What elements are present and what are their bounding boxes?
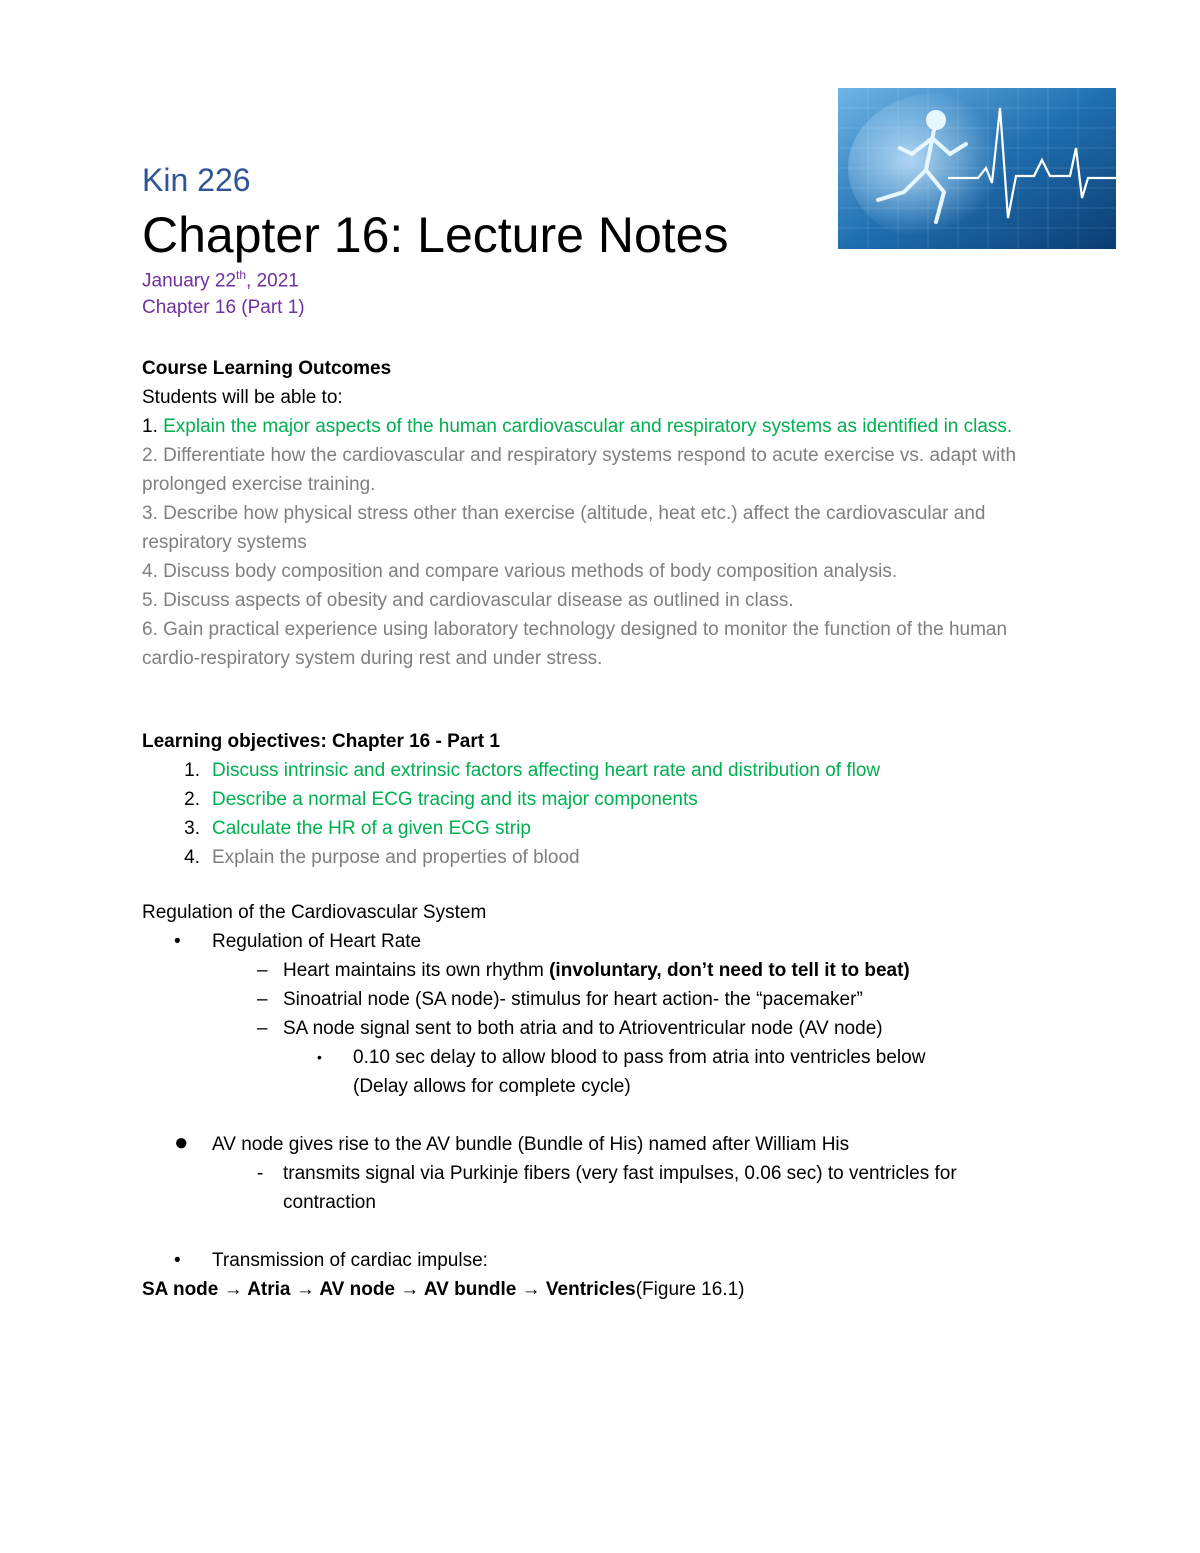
objective-number: 3.	[184, 818, 200, 839]
course-outcomes	[142, 354, 1062, 673]
list-item-text: Heart maintains its own rhythm	[283, 960, 544, 981]
impulse-flow-path: SA node → Atria → AV node → AV bundle → Ventricles	[142, 1279, 636, 1300]
outcome-text: Gain practical experience using laboratory technology designed to monitor the function of the human cardio-respiratory system during rest and under stress.	[142, 619, 1008, 669]
outcome-item	[142, 615, 1062, 673]
list-item-text: Regulation of Heart Rate	[212, 931, 422, 952]
outcome-number: 4.	[142, 561, 158, 582]
list-item-text: Sinoatrial node (SA node)- stimulus for heart action- the “pacemaker”	[283, 989, 863, 1010]
dash-icon: –	[257, 1018, 268, 1039]
list-item-text: AV node gives rise to the AV bundle (Bundle of His) named after William His	[212, 1134, 850, 1155]
outcome-item	[142, 441, 1062, 499]
outcome-number: 5.	[142, 590, 158, 611]
hero-illustration	[838, 88, 1116, 249]
outcomes-intro: Students will be able to:	[142, 387, 343, 408]
objectives-heading: Learning objectives: Chapter 16 - Part 1	[142, 731, 500, 752]
list-item-emphasis: (involuntary, don’t need to tell it to beat)	[549, 960, 910, 981]
date-suffix: th	[236, 268, 247, 282]
date-main: January 22	[142, 270, 237, 292]
impulse-flow	[142, 1275, 1082, 1304]
list-item-text: SA node signal sent to both atria and to Atrioventricular node (AV node)	[283, 1018, 883, 1039]
list-item	[142, 1246, 1082, 1275]
objective-text: Explain the purpose and properties of blood	[212, 847, 580, 868]
list-item	[142, 927, 1082, 956]
objective-text: Calculate the HR of a given ECG strip	[212, 818, 531, 839]
bullet-icon: •	[174, 1250, 181, 1271]
objective-number: 2.	[184, 789, 200, 810]
outcomes-heading: Course Learning Outcomes	[142, 358, 392, 379]
outcome-number: 3.	[142, 503, 158, 524]
outcome-text: Differentiate how the cardiovascular and respiratory systems respond to acute exercise vs. adapt with prolonged exercise training.	[142, 445, 1017, 495]
list-item-continuation: contraction	[283, 1192, 376, 1213]
spacer	[142, 1217, 1082, 1246]
list-item-continuation: (Delay allows for complete cycle)	[353, 1076, 631, 1097]
list-item	[142, 1014, 1082, 1043]
outcome-item	[142, 412, 1062, 441]
impulse-flow-ref: (Figure 16.1)	[635, 1279, 745, 1300]
bullet-icon: •	[174, 931, 181, 952]
date-year: , 2021	[246, 270, 299, 292]
list-item	[142, 1043, 1082, 1072]
regulation-heading: Regulation of the Cardiovascular System	[142, 902, 487, 923]
outcome-item	[142, 586, 1062, 615]
outcome-text: Discuss aspects of obesity and cardiovascular disease as outlined in class.	[157, 590, 794, 611]
objective-item	[142, 814, 1062, 843]
spacer	[142, 1101, 1082, 1130]
objective-item	[142, 756, 1062, 785]
objective-item	[142, 785, 1062, 814]
list-item-text: transmits signal via Purkinje fibers (very fast impulses, 0.06 sec) to ventricles for	[283, 1163, 957, 1184]
list-item	[142, 985, 1082, 1014]
outcome-number: 1.	[142, 416, 158, 437]
outcome-item	[142, 557, 1062, 586]
objective-text: Discuss intrinsic and extrinsic factors affecting heart rate and distribution of flow	[212, 760, 881, 781]
list-item	[142, 956, 1082, 985]
course-code: Kin 226	[142, 162, 251, 198]
objective-text: Describe a normal ECG tracing and its major components	[212, 789, 698, 810]
outcome-number: 6.	[142, 619, 158, 640]
dash-icon: -	[257, 1163, 264, 1184]
regulation-section	[142, 898, 1082, 1304]
list-item	[142, 1159, 1082, 1188]
chapter-part: Chapter 16 (Part 1)	[142, 297, 305, 318]
outcome-text: Explain the major aspects of the human cardiovascular and respiratory systems as identified in class.	[157, 416, 1013, 437]
list-item-text: Transmission of cardiac impulse:	[212, 1250, 488, 1271]
bullet-icon: •	[317, 1049, 322, 1065]
list-item-text: 0.10 sec delay to allow blood to pass from atria into ventricles below	[353, 1047, 926, 1068]
outcome-number: 2.	[142, 445, 158, 466]
objective-number: 1.	[184, 760, 200, 781]
page-title: Chapter 16: Lecture Notes	[142, 207, 729, 263]
dash-icon: –	[257, 960, 268, 981]
outcome-item	[142, 499, 1062, 557]
bullet-icon: ●	[174, 1129, 189, 1156]
dash-icon: –	[257, 989, 268, 1010]
list-item	[142, 1130, 1082, 1159]
objective-item	[142, 843, 1062, 872]
running-skeleton-ecg-image	[838, 88, 1116, 249]
objective-number: 4.	[184, 847, 200, 868]
outcome-text: Describe how physical stress other than exercise (altitude, heat etc.) affect the cardiovascular and respiratory systems	[142, 503, 986, 553]
lecture-date	[142, 268, 299, 292]
outcome-text: Discuss body composition and compare various methods of body composition analysis.	[157, 561, 898, 582]
learning-objectives	[142, 727, 1062, 872]
